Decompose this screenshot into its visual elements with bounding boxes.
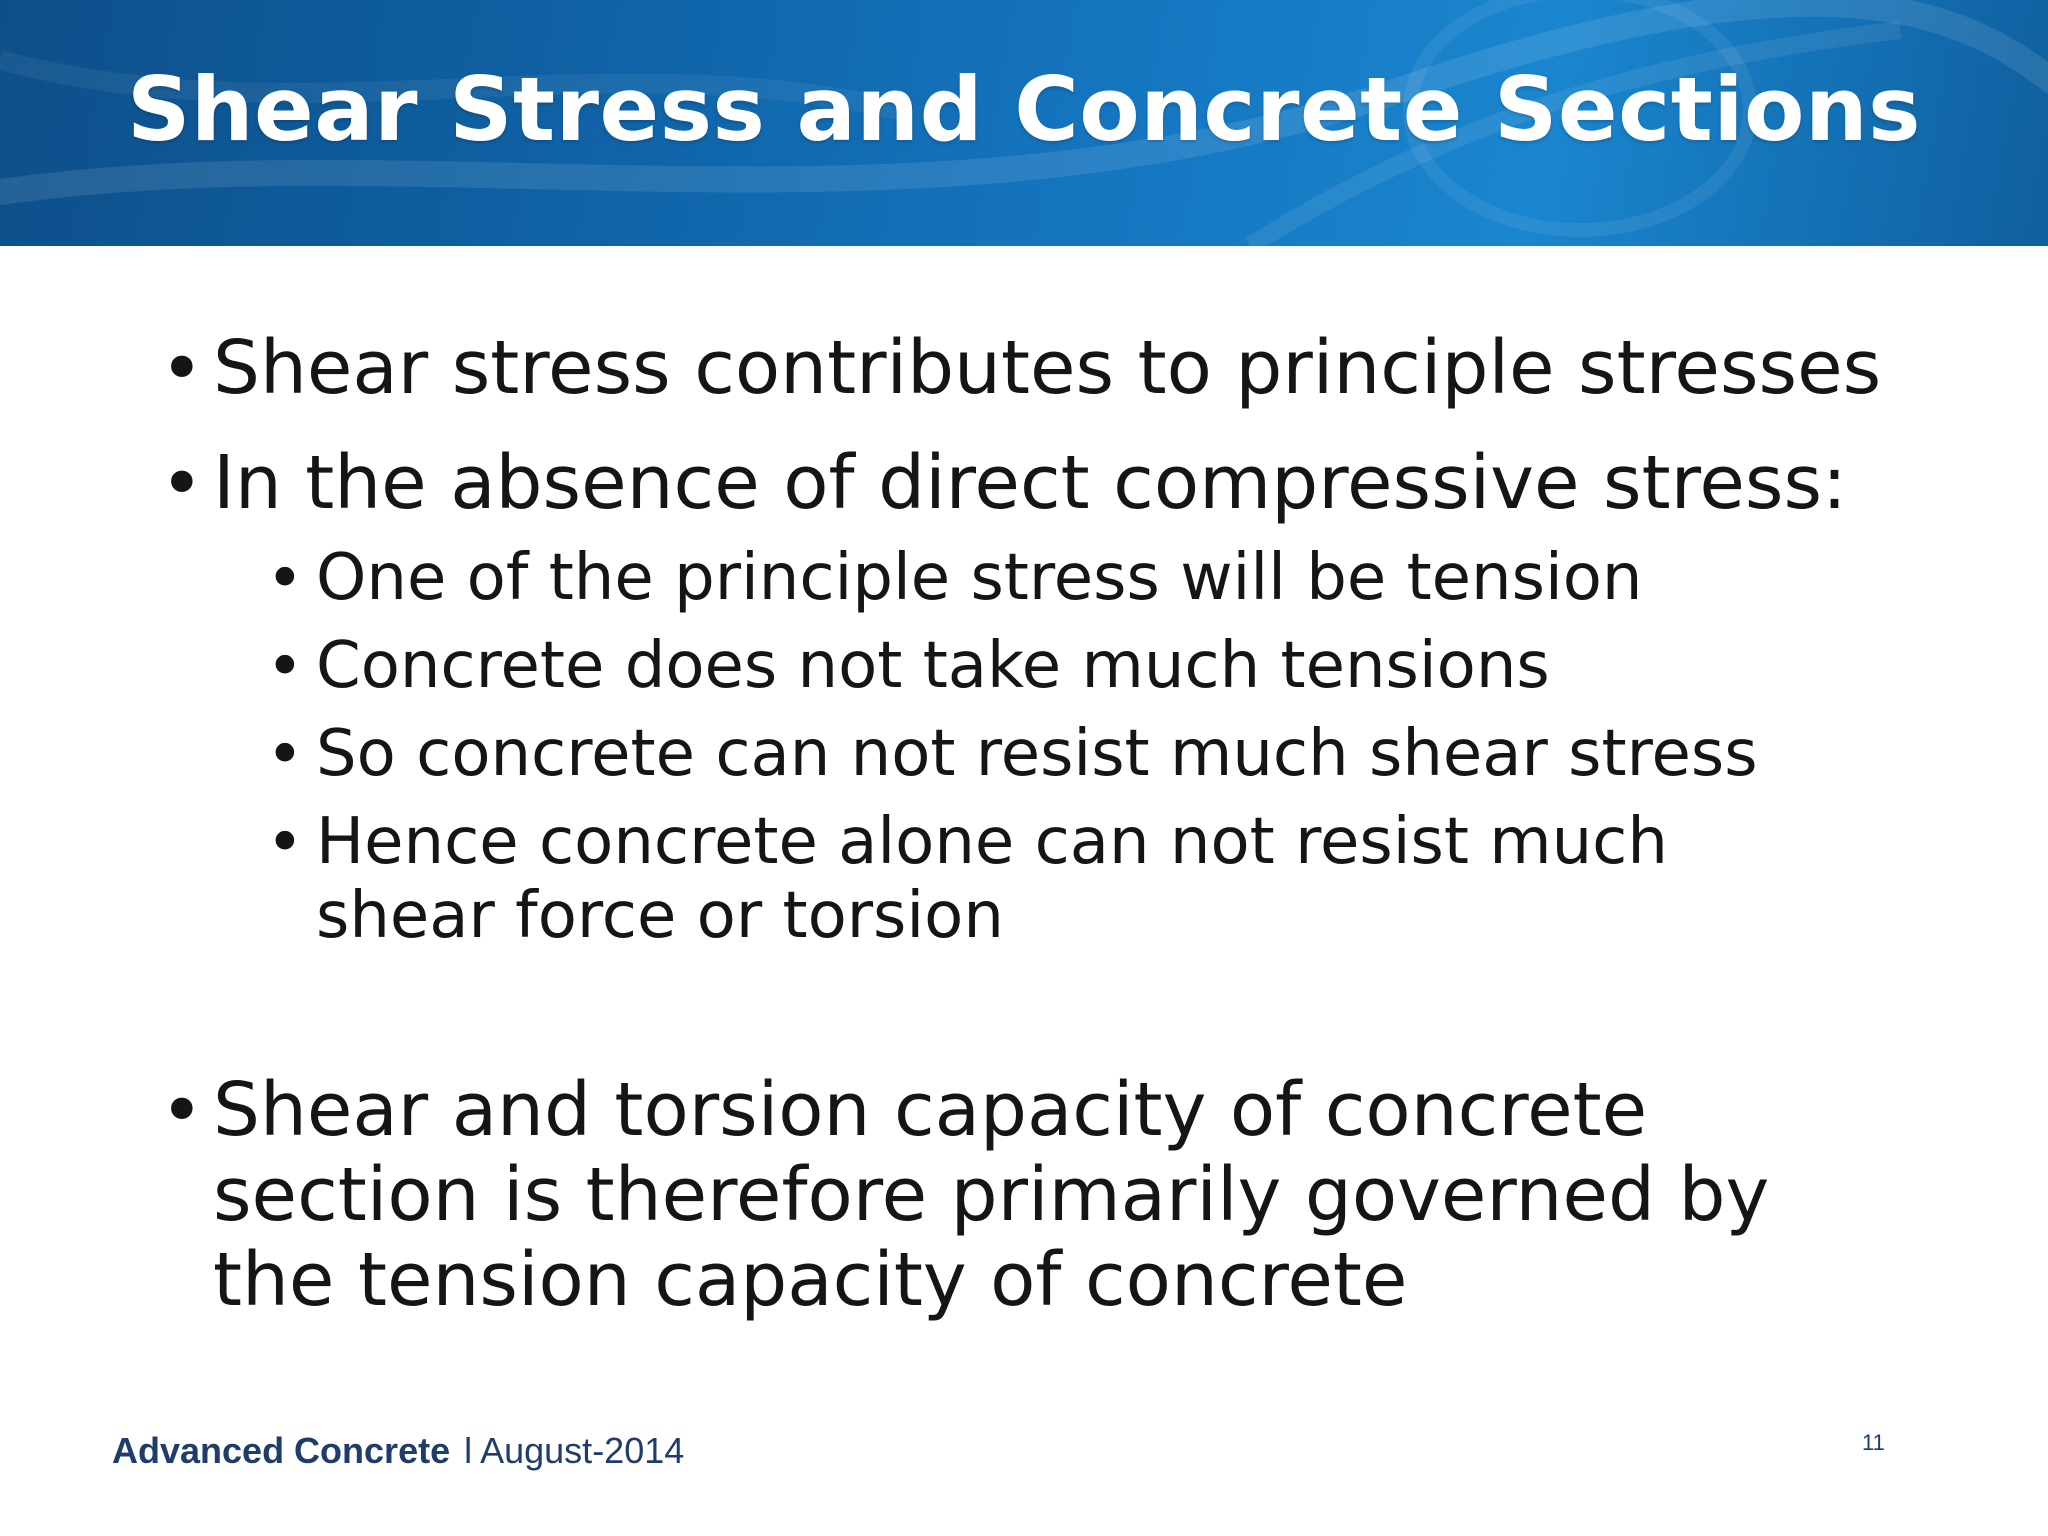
- sub-bullet-text: One of the principle stress will be tension: [316, 541, 1643, 615]
- bullet-dot: •: [266, 630, 304, 704]
- bullet-dot: •: [160, 326, 204, 412]
- slide-title: Shear Stress and Concrete Sections: [127, 58, 1921, 161]
- bullet-dot: •: [266, 542, 304, 616]
- bullet-text: In the absence of direct compressive stress:: [213, 440, 1847, 526]
- footer-separator: l: [464, 1430, 473, 1471]
- bullet-text: section is therefore primarily governed by: [213, 1152, 1770, 1238]
- page-number: 11: [1862, 1430, 1885, 1455]
- footer-date: August-2014: [480, 1430, 685, 1471]
- sub-bullet-text: Concrete does not take much tensions: [316, 629, 1550, 703]
- bullet-text: the tension capacity of concrete: [213, 1237, 1408, 1323]
- bullet-dot: •: [160, 1068, 204, 1154]
- sub-bullet-text: Hence concrete alone can not resist much: [316, 805, 1668, 879]
- sub-bullet-text: shear force or torsion: [316, 879, 1004, 953]
- sub-bullet-text: So concrete can not resist much shear stress: [316, 717, 1758, 791]
- bullet-dot: •: [160, 441, 204, 527]
- footer: [112, 1430, 684, 1472]
- bullet-text: Shear stress contributes to principle stresses: [213, 325, 1882, 411]
- footer-brand: Advanced Concrete: [112, 1430, 451, 1471]
- bullet-dot: •: [266, 806, 304, 880]
- bullet-dot: •: [266, 718, 304, 792]
- bullet-text: Shear and torsion capacity of concrete: [213, 1067, 1648, 1153]
